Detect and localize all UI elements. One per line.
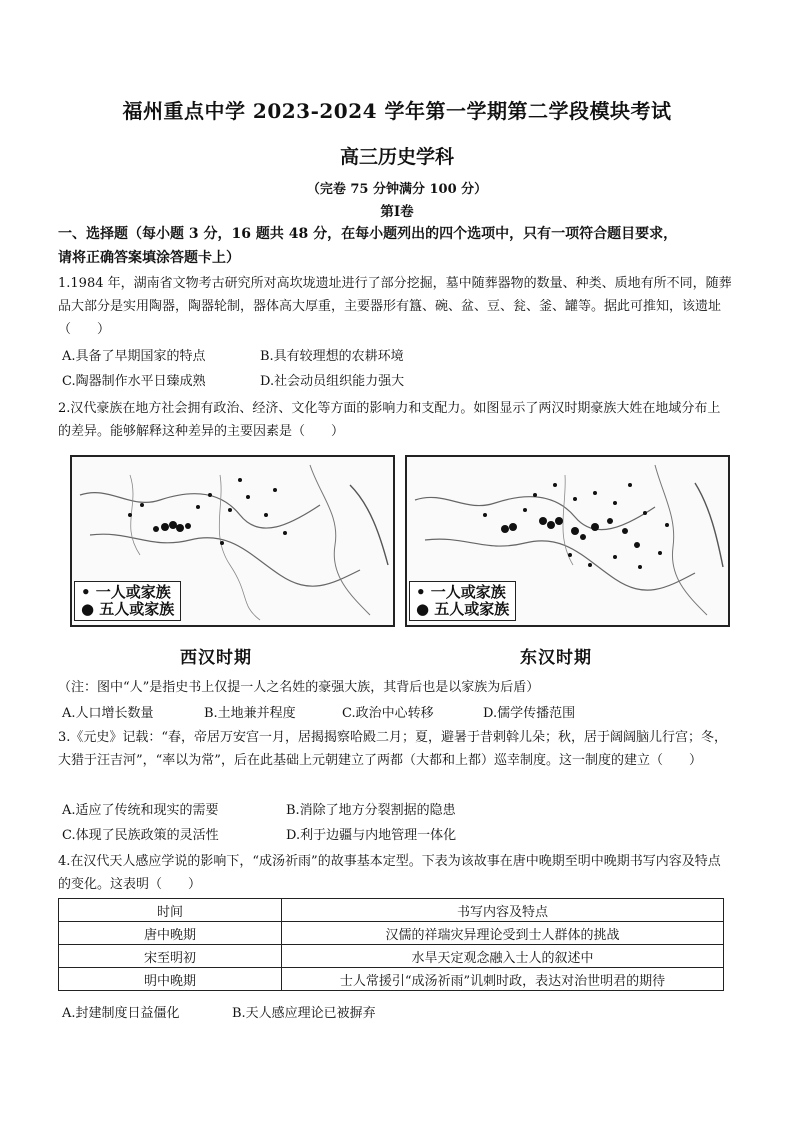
table-header-content: 书写内容及特点 bbox=[282, 899, 724, 922]
question-2-text: 2.汉代豪族在地方社会拥有政治、经济、文化等方面的影响力和支配力。如图显示了两汉时期豪族大姓在地域分布上的差异。能够解释这种差异的主要因素是（ ） bbox=[58, 401, 721, 439]
western-han-legend bbox=[74, 581, 181, 621]
q1-option-c: C.陶器制作水平日臻成熟 bbox=[62, 374, 206, 389]
eastern-han-map bbox=[405, 455, 730, 627]
question-1-text: 1.1984 年，湖南省文物考古研究所对高坎垅遗址进行了部分挖掘，墓中随葬器物的数量、种类、质地有所不同，随葬品大部分是实用陶器，陶器轮制，器体高大厚重，主要器形有簋、碗、盆、豆、瓮、釜、罐等。据此可推知，该遗址（ ） bbox=[58, 276, 732, 337]
table-cell-content: 士人常援引“成汤祈雨”讥刺时政，表达对治世明君的期待 bbox=[282, 968, 724, 991]
western-han-caption: 西汉时期 bbox=[180, 648, 252, 668]
table-row bbox=[59, 922, 724, 945]
section-heading-line2: 请将正确答案填涂答题卡上） bbox=[58, 250, 240, 266]
volume-label: 第Ⅰ卷 bbox=[380, 204, 414, 220]
q1-option-d: D.社会动员组织能力强大 bbox=[260, 374, 405, 389]
q4-option-b: B.天人感应理论已被摒弃 bbox=[232, 1006, 376, 1021]
q2-option-c: C.政治中心转移 bbox=[342, 706, 434, 721]
section-heading-line1: 一、选择题（每小题 3 分，16 题共 48 分，在每小题列出的四个选项中，只有一项符合题目要求， bbox=[58, 226, 678, 242]
western-han-map bbox=[70, 455, 395, 627]
q1-option-a: A.具备了早期国家的特点 bbox=[62, 349, 206, 364]
legend-one-person: • 一人或家族 bbox=[81, 583, 171, 601]
q2-option-b: B.土地兼并程度 bbox=[204, 706, 296, 721]
table-header-row bbox=[59, 899, 724, 922]
q2-option-a: A.人口增长数量 bbox=[62, 706, 154, 721]
section-heading bbox=[58, 222, 748, 270]
eastern-han-legend bbox=[409, 581, 516, 621]
table-row bbox=[59, 968, 724, 991]
table-header-time: 时间 bbox=[59, 899, 282, 922]
table-cell-content: 汉儒的祥瑞灾异理论受到士人群体的挑战 bbox=[282, 922, 724, 945]
table-cell-period: 明中晚期 bbox=[59, 968, 282, 991]
q3-option-d: D.利于边疆与内地管理一体化 bbox=[286, 828, 457, 843]
legend-five-persons: ● 五人或家族 bbox=[416, 600, 510, 618]
table-row bbox=[59, 945, 724, 968]
table-cell-content: 水旱天定观念融入士人的叙述中 bbox=[282, 945, 724, 968]
q2-option-d: D.儒学传播范围 bbox=[483, 706, 576, 721]
question-4-text: 4.在汉代天人感应学说的影响下，“成汤祈雨”的故事基本定型。下表为该故事在唐中晚期至明中晚期书写内容及特点的变化。这表明（ ） bbox=[58, 854, 721, 892]
table-cell-period: 宋至明初 bbox=[59, 945, 282, 968]
han-dynasty-maps bbox=[70, 455, 730, 668]
q3-option-a: A.适应了传统和现实的需要 bbox=[62, 803, 219, 818]
legend-one-person: • 一人或家族 bbox=[416, 583, 506, 601]
eastern-han-caption: 东汉时期 bbox=[520, 648, 592, 668]
exam-duration-note: （完卷 75 分钟满分 100 分） bbox=[306, 182, 488, 197]
exam-subject: 高三历史学科 bbox=[339, 146, 454, 168]
q4-option-a: A.封建制度日益僵化 bbox=[62, 1006, 180, 1021]
q1-option-b: B.具有较理想的农耕环境 bbox=[260, 349, 404, 364]
question-4-table bbox=[58, 898, 724, 991]
q3-option-b: B.消除了地方分裂割据的隐患 bbox=[286, 803, 456, 818]
q3-option-c: C.体现了民族政策的灵活性 bbox=[62, 828, 219, 843]
exam-title: 福州重点中学 2023-2024 学年第一学期第二学段模块考试 bbox=[122, 99, 672, 123]
question-3-text: 3.《元史》记载：“春，帝居万安宫一月，居揭揭察哈殿二月；夏，避暑于昔剌斡儿朵；秋，居于阔阔脑儿行宫；冬，大猎于汪吉河”，“率以为常”，后在此基础上元朝建立了两都（大都和上都）巡幸制度。这一制度的建立（ ） bbox=[58, 730, 728, 768]
table-cell-period: 唐中晚期 bbox=[59, 922, 282, 945]
legend-five-persons: ● 五人或家族 bbox=[81, 600, 175, 618]
question-2-note: （注：图中“人”是指史书上仅提一人之名姓的豪强大族，其背后也是以家族为后盾） bbox=[58, 680, 540, 695]
